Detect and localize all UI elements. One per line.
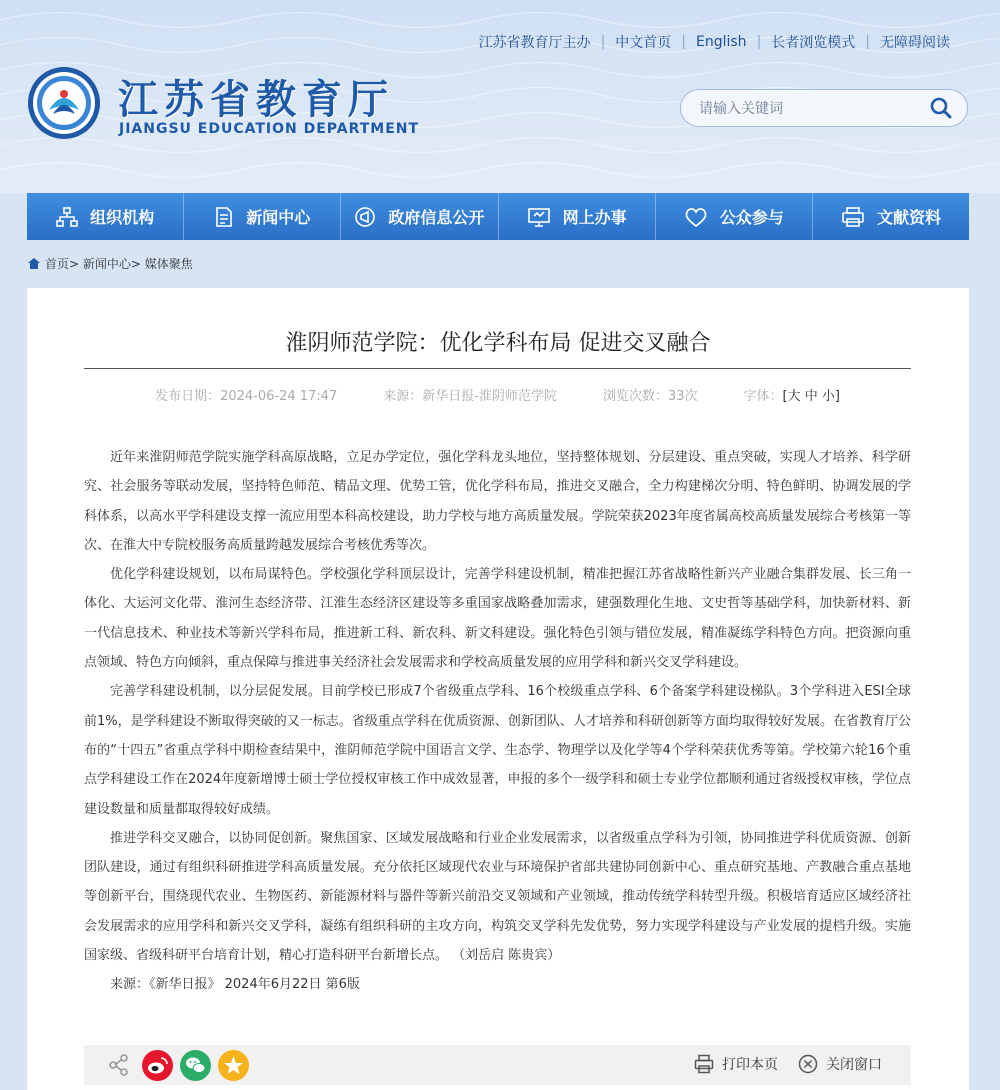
nav-label: 政府信息公开 xyxy=(388,208,485,227)
print-page-button[interactable] xyxy=(694,1054,778,1074)
article-meta xyxy=(84,385,911,404)
monitor-icon xyxy=(527,206,551,228)
nav-item-gov-info[interactable] xyxy=(340,193,497,240)
nav-item-documents[interactable] xyxy=(812,193,969,240)
nav-label: 新闻中心 xyxy=(246,208,311,227)
font-size-options[interactable]: [大 中 小] xyxy=(782,389,840,404)
article-body xyxy=(84,443,911,1000)
weibo-icon[interactable] xyxy=(142,1050,173,1081)
search-box xyxy=(680,89,968,127)
printer-icon xyxy=(841,206,865,228)
megaphone-icon xyxy=(354,206,376,228)
share-bar xyxy=(84,1045,911,1085)
article-paragraph: 近年来淮阴师范学院实施学科高原战略，立足办学定位，强化学科龙头地位，坚持整体规划、分层建设、重点突破，实现人才培养、科学研究、社会服务等联动发展，坚持特色师范、精品文理、优势工管，优化学科布局，推进交叉融合，全力构建梯次分明、特色鲜明、协调发展的学科体系，以高水平学科建设支撑一流应用型本科高校建设，助力学校与地方高质量发展。学院荣获2023年度省属高校高质量发展综合考核第一等次、在淮大中专院校服务高质量跨越发展综合考核优秀等次。 xyxy=(84,450,911,553)
article-card xyxy=(27,288,969,1090)
logo-chinese-name: 江苏省教育厅 xyxy=(118,77,394,123)
divider: | xyxy=(681,34,686,50)
article-source: 来源：新华日报-淮阴师范学院 xyxy=(383,389,557,404)
divider: | xyxy=(600,34,606,50)
article-title: 淮阴师范学院：优化学科布局 促进交叉融合 xyxy=(285,331,711,356)
top-link-host[interactable]: 江苏省教育厅主办 xyxy=(478,35,591,51)
nav-label: 网上办事 xyxy=(562,208,627,227)
top-links xyxy=(469,32,960,52)
close-window-button[interactable] xyxy=(798,1054,882,1074)
logo-english-name: JIANGSU EDUCATION DEPARTMENT xyxy=(119,121,420,137)
article-paragraph: 推进学科交叉融合，以协同促创新。聚焦国家、区域发展战略和行业企业发展需求，以省级重点学科为引领，协同推进学科优质资源、创新团队建设，通过有组织科研推进学科高质量发展。充分依托区域现代农业与环境保护省部共建协同创新中心、重点研究基地、产教融合重点基地等创新平台，围绕现代农业、生物医药、新能源材料与器件等新兴前沿交叉领域和产业领域，推动传统学科转型升级。积极培育适应区域经济社会发展需求的应用学科和新兴交叉学科，凝练有组织科研的主攻方向，构筑交叉学科先发优势，努力实现学科建设与产业发展的提档升级。实施国家级、省级科研平台培育计划，精心打造科研平台新增长点。 （刘岳启 陈贵宾） xyxy=(84,830,911,964)
department-emblem-icon[interactable] xyxy=(27,66,101,140)
search-icon[interactable] xyxy=(929,96,953,120)
site-header xyxy=(0,0,1000,193)
publish-date: 发布日期：2024-06-24 17:47 xyxy=(155,389,338,404)
wechat-icon[interactable] xyxy=(180,1050,211,1081)
printer-icon xyxy=(694,1054,714,1074)
nav-item-organization[interactable] xyxy=(27,193,183,240)
font-size-label: 字体： xyxy=(743,389,783,404)
nav-item-news[interactable] xyxy=(183,193,340,240)
article-source-line: 来源：《新华日报》 2024年6月22日 第6版 xyxy=(110,977,360,993)
heart-icon xyxy=(684,206,708,228)
top-link-english[interactable]: English xyxy=(696,34,747,50)
nav-item-online-service[interactable] xyxy=(498,193,655,240)
nav-item-public-participation[interactable] xyxy=(655,193,812,240)
nav-label: 组织机构 xyxy=(90,208,155,227)
search-input[interactable] xyxy=(697,98,921,120)
home-icon[interactable] xyxy=(27,257,41,270)
nav-label: 文献资料 xyxy=(876,208,941,227)
qzone-icon[interactable] xyxy=(218,1050,249,1081)
font-size-control xyxy=(743,385,839,404)
divider: | xyxy=(756,34,762,50)
nav-label: 公众参与 xyxy=(719,208,784,227)
print-label: 打印本页 xyxy=(722,1057,778,1073)
breadcrumb-text[interactable]: 首页> 新闻中心> 媒体聚焦 xyxy=(45,257,193,271)
document-icon xyxy=(214,206,234,228)
main-nav xyxy=(27,193,969,240)
org-chart-icon xyxy=(56,206,78,228)
top-link-home[interactable]: 中文首页 xyxy=(615,35,672,51)
close-icon xyxy=(798,1054,818,1074)
article-paragraph: 完善学科建设机制，以分层促发展。目前学校已形成7个省级重点学科、16个校级重点学科、6个备案学科建设梯队。3个学科进入ESI全球前1%，是学科建设不断取得突破的又一标志。省级重点学科在优质资源、创新团队、人才培养和科研创新等方面均取得较好发展。在省教育厅公布的“十四五”省重点学科中期检查结果中，淮阴师范学院中国语言文学、生态学、物理学以及化学等4个学科荣获优秀等第。学校第六轮16个重点学科建设工作在2024年度新增博士硕士学位授权审核工作中成效显著，申报的多个一级学科和硕士专业学位都顺利通过省级授权审核，学位点建设数量和质量都取得较好成绩。 xyxy=(84,684,911,817)
share-icon[interactable] xyxy=(108,1054,130,1076)
close-label: 关闭窗口 xyxy=(826,1057,882,1073)
breadcrumb xyxy=(27,255,193,272)
divider: | xyxy=(865,34,870,50)
top-link-elder-mode[interactable]: 长者浏览模式 xyxy=(771,35,856,51)
top-link-accessibility[interactable]: 无障碍阅读 xyxy=(880,35,950,51)
article-paragraph: 优化学科建设规划，以布局谋特色。学校强化学科顶层设计，完善学科建设机制，精准把握江苏省战略性新兴产业融合集群发展、长三角一体化、大运河文化带、淮河生态经济带、江淮生态经济区建设等多重国家战略叠加需求，建强数理化生地、文史哲等基础学科，加快新材料、新一代信息技术、种业技术等新兴学科布局，推进新工科、新农科、新文科建设。强化特色引领与错位发展，精准凝练学科特色方向。把资源向重点领域、特色方向倾斜，重点保障与推进事关经济社会发展需求和学校高质量发展的应用学科和新兴交叉学科建设。 xyxy=(84,567,911,671)
view-count: 浏览次数：33次 xyxy=(602,389,698,404)
title-divider xyxy=(84,368,911,369)
